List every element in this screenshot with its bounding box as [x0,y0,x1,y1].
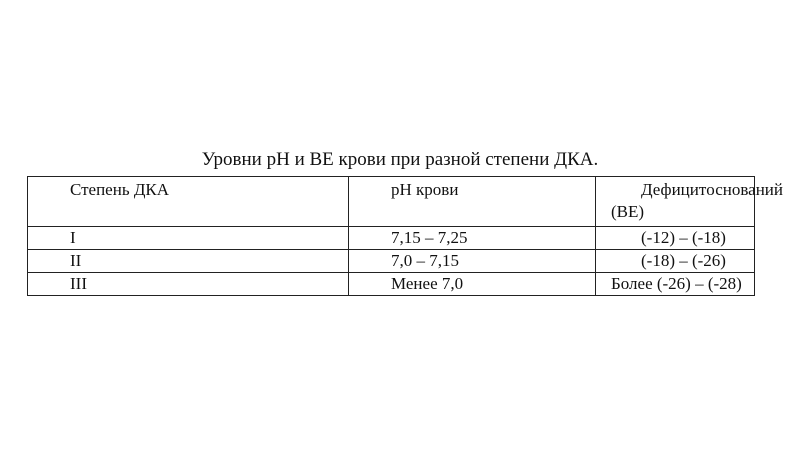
base-deficit-header-line [641,179,784,201]
ph-cell: 7,0 – 7,15 [349,250,596,273]
base-deficit-header-be: (BE) [611,202,645,221]
header-cell-base-deficit [596,177,784,227]
table-row [28,250,755,273]
dka-ph-be-table [27,176,784,296]
base-deficit-word-1: Дефицит [641,180,707,199]
be-cell: Более (-26) – (-28) [596,273,755,296]
header-cell-degree: Степень ДКА [28,177,349,227]
degree-cell: I [28,227,349,250]
be-cell: (-18) – (-26) [596,250,755,273]
ph-cell: 7,15 – 7,25 [349,227,596,250]
base-deficit-word-2: оснований [706,180,784,199]
header-cell-ph: pH крови [349,177,596,227]
table-caption: Уровни pH и BE крови при разной степени ДКА. [201,149,599,170]
table-row [28,273,755,296]
table-row [28,227,755,250]
be-cell: (-12) – (-18) [596,227,755,250]
ph-cell: Менее 7,0 [349,273,596,296]
degree-cell: III [28,273,349,296]
table-header-row [28,177,755,227]
degree-cell: II [28,250,349,273]
